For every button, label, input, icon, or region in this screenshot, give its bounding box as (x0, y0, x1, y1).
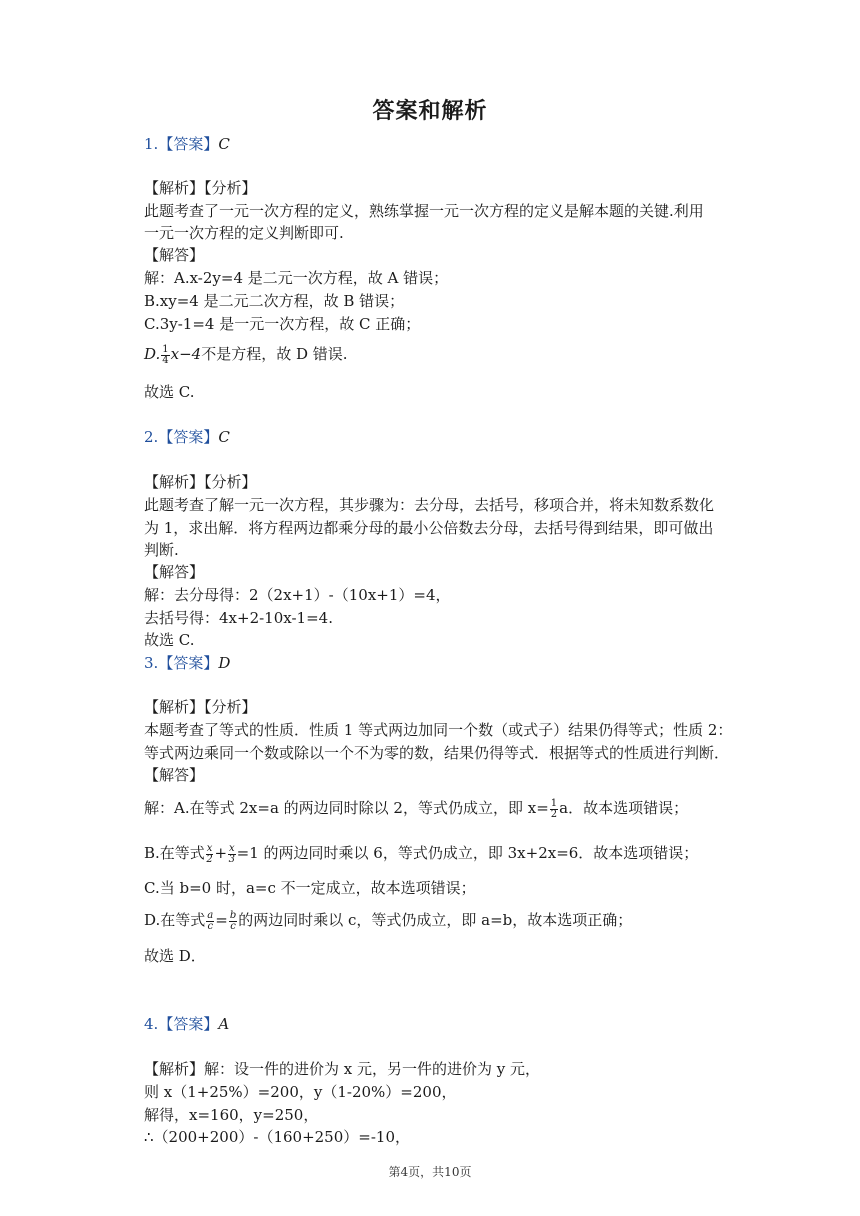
q3-solution-a (144, 798, 688, 820)
q1-answer-tag: 【答案】 (158, 135, 219, 153)
q4-answer: A (218, 1015, 230, 1033)
q4-answer-tag: 【答案】 (158, 1015, 219, 1033)
q3-conclusion: 故选 D． (144, 947, 206, 965)
q2-answer: C (218, 428, 230, 446)
q2-analysis-line3: 判断. (144, 541, 179, 559)
q3-b-fraction-1 (206, 844, 214, 865)
q1-d-expression: x−4 (170, 345, 202, 363)
q4-analysis (144, 1059, 540, 1079)
q2-solution-2: 去括号得：4x+2-10x-1=4. (144, 609, 333, 627)
q2-analysis-line1: 此题考查了解一元一次方程，其步骤为：去分母，去括号，移项合并，将未知数系数化 (144, 496, 715, 514)
q3-a-suffix: a．故本选项错误； (559, 799, 689, 817)
q1-solution-b: B.xy=4 是二元二次方程，故 B 错误； (144, 292, 405, 310)
fraction-denominator: c (230, 920, 236, 932)
q3-answer-tag: 【答案】 (158, 654, 219, 672)
q3-b-plus: + (214, 844, 228, 862)
q1-analysis-tag: 【解析】【分析】 (144, 179, 257, 197)
page-title: 答案和解析 (372, 98, 488, 124)
q1-d-prefix: D. (144, 345, 161, 363)
q4-analysis-line1: 解：设一件的进价为 x 元，另一件的进价为 y 元， (204, 1060, 541, 1078)
q3-answer: D (218, 654, 231, 672)
q3-b-prefix: B.在等式 (144, 844, 205, 862)
q1-analysis-line1: 此题考查了一元一次方程的定义，熟练掌握一元一次方程的定义是解本题的关键.利用 (144, 202, 704, 220)
q2-conclusion: 故选 C. (144, 631, 195, 649)
q2-answer-tag: 【答案】 (158, 428, 219, 446)
q1-number: 1. (144, 135, 159, 153)
fraction-numerator: 1 (162, 343, 169, 355)
fraction-denominator: 2 (206, 853, 213, 865)
q3-analysis-line1: 本题考查了等式的性质．性质 1 等式两边加同一个数（或式子）结果仍得等式；性质 2： (144, 721, 733, 739)
q4-number: 4. (144, 1015, 159, 1033)
fraction-numerator: x (206, 842, 213, 854)
q4-solution-2: 解得，x=160，y=250， (144, 1106, 319, 1124)
q1-analysis-line2: 一元一次方程的定义判断即可. (144, 224, 344, 242)
q4-solution-1: 则 x（1+25%）=200，y（1-20%）=200， (144, 1083, 457, 1101)
q1-answer: C (218, 135, 230, 153)
q3-a-prefix: 解：A.在等式 2x=a 的两边同时除以 2，等式仍成立，即 x= (144, 799, 549, 817)
fraction-numerator: b (229, 909, 237, 921)
q3-solution-c: C.当 b=0 时，a=c 不一定成立，故本选项错误； (144, 879, 476, 897)
q3-b-fraction-2 (228, 844, 236, 865)
q1-d-fraction (161, 345, 169, 366)
fraction-denominator: 4 (162, 354, 169, 366)
q3-d-suffix: 的两边同时乘以 c，等式仍成立，即 a=b，故本选项正确； (238, 911, 633, 929)
q1-d-suffix: 不是方程，故 D 错误. (201, 345, 348, 363)
q3-d-prefix: D.在等式 (144, 911, 206, 929)
fraction-numerator: a (207, 909, 214, 921)
q1-conclusion: 故选 C. (144, 383, 195, 401)
q1-solution-a: 解：A.x-2y=4 是二元一次方程，故 A 错误； (144, 269, 449, 287)
q3-d-fraction-1 (206, 911, 214, 932)
q3-analysis-tag: 【解析】【分析】 (144, 698, 257, 716)
q1-solution-c: C.3y-1=4 是一元一次方程，故 C 正确； (144, 315, 421, 333)
q3-answer-line (144, 653, 230, 673)
q3-solution-tag: 【解答】 (144, 766, 205, 784)
q3-a-fraction (550, 799, 558, 820)
q3-analysis-line2: 等式两边乘同一个数或除以一个不为零的数，结果仍得等式．根据等式的性质进行判断． (144, 744, 730, 762)
q2-number: 2. (144, 428, 159, 446)
fraction-denominator: 2 (550, 808, 558, 820)
page-footer: 第4页，共10页 (388, 1165, 472, 1179)
q1-solution-d (144, 344, 348, 366)
q2-answer-line (144, 427, 230, 447)
q3-d-fraction-2 (229, 911, 237, 932)
q3-solution-d (144, 910, 632, 932)
q2-analysis-line2: 为 1，求出解．将方程两边都乘分母的最小公倍数去分母，去括号得到结果，即可做出 (144, 519, 714, 537)
fraction-numerator: x (229, 842, 235, 854)
q2-analysis-tag: 【解析】【分析】 (144, 473, 257, 491)
q4-solution-3: ∴（200+200）-（160+250）=-10， (144, 1128, 410, 1146)
q4-analysis-tag: 【解析】 (144, 1060, 205, 1078)
fraction-numerator: 1 (550, 797, 558, 809)
q1-solution-tag: 【解答】 (144, 246, 205, 264)
fraction-denominator: 3 (228, 853, 236, 865)
q3-b-suffix: =1 的两边同时乘以 6，等式仍成立，即 3x+2x=6．故本选项错误； (236, 844, 699, 862)
q2-solution-tag: 【解答】 (144, 563, 205, 581)
q3-solution-b (144, 843, 698, 865)
q4-answer-line (144, 1014, 229, 1034)
q2-solution-1: 解：去分母得：2（2x+1）-（10x+1）=4， (144, 586, 451, 604)
q3-d-equals: = (215, 911, 228, 929)
q1-answer-line (144, 134, 230, 154)
q3-number: 3. (144, 654, 159, 672)
fraction-denominator: c (207, 920, 214, 932)
